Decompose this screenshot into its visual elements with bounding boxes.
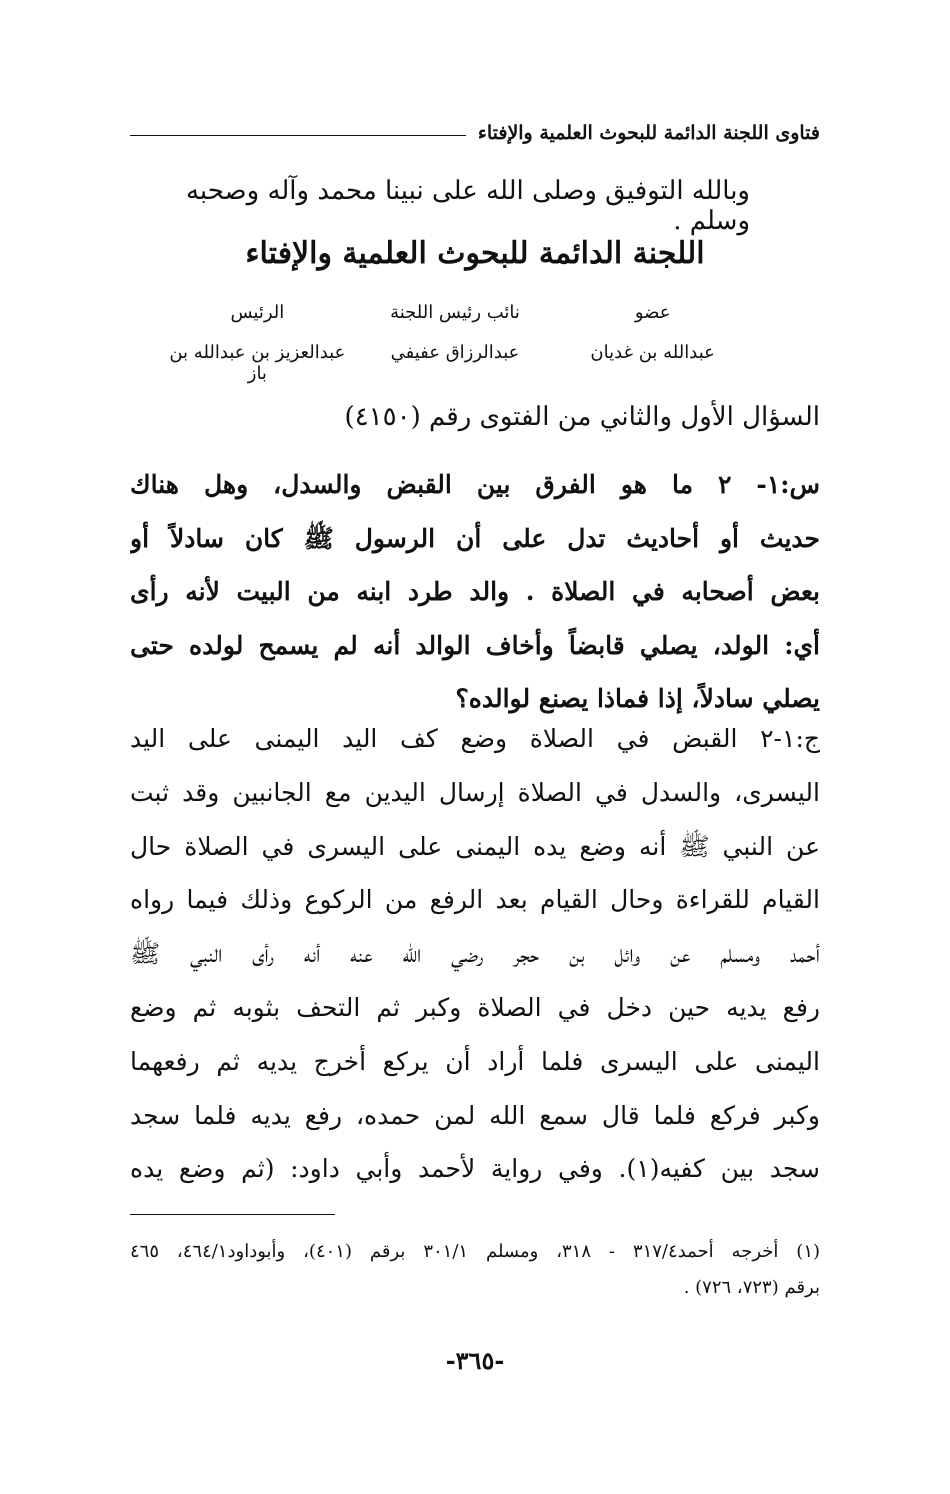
answer-line: القيام للقراءة وحال القيام بعد الرفع من الركوع وذلك فيما رواه (130, 885, 820, 915)
fatwa-question-reference: السؤال الأول والثاني من الفتوى رقم (٤١٥٠) (344, 402, 820, 432)
member-name: عبدالله بن غديان (590, 342, 715, 363)
answer-line: ج:١-٢ القبض في الصلاة وضع كف اليد اليمنى على اليد (130, 724, 820, 753)
vice-chair-name: عبدالرزاق عفيفي (390, 342, 520, 363)
answer-line: اليسرى، والسدل في الصلاة إرسال اليدين مع الجانبين وقد ثبت (130, 777, 820, 807)
header-rule (130, 135, 466, 136)
footnote-line: (١) أخرجه أحمد٣١٧/٤ - ٣١٨، ومسلم ٣٠١/١ برقم (٤٠١)، وأبوداود٤٦٤/١، ٤٦٥ (130, 1241, 821, 1262)
question-line: س:١- ٢ ما هو الفرق بين القبض والسدل، وهل هناك (130, 470, 820, 499)
footnote-line: برقم (٧٢٣، ٧٢٦) . (683, 1277, 820, 1298)
answer-line: سجد بين كفيه(١). وفي رواية لأحمد وأبي داود: (ثم وضع يده (130, 1154, 820, 1184)
page-number: -٣٦٥- (445, 1346, 505, 1375)
answer-line: وكبر فركع فلما قال سمع الله لمن حمده، رفع يديه فلما سجد (130, 1100, 820, 1130)
footnote (130, 1234, 820, 1306)
member-role: عضو (634, 302, 671, 323)
answer-line: اليمنى على اليسرى فلما أراد أن يركع أخرج يديه ثم رفعهما (130, 1046, 820, 1076)
question-line: بعض أصحابه في الصلاة . والد طرد ابنه من البيت لأنه رأى (130, 577, 820, 606)
closing-line: وبالله التوفيق وصلى الله على نبينا محمد وآله وصحبه وسلم . (185, 176, 750, 236)
vice-chair-role: نائب رئيس اللجنة (390, 302, 520, 323)
signatory-names (160, 342, 750, 384)
chair-role: الرئيس (230, 302, 285, 323)
question-line: حديث أو أحاديث تدل على أن الرسول ﷺ كان سادلاً أو (130, 523, 820, 553)
committee-title: اللجنة الدائمة للبحوث العلمية والإفتاء (245, 236, 705, 271)
question-line: أي: الولد، يصلي قابضاً وأخاف الوالد أنه لم يسمح لولده حتى (130, 630, 820, 660)
question-text (130, 458, 820, 726)
answer-line: رفع يديه حين دخل في الصلاة وكبر ثم التحف بثوبه ثم وضع (130, 992, 820, 1022)
running-header-title: فتاوى اللجنة الدائمة للبحوث العلمية والإفتاء (477, 122, 820, 144)
chair-name: عبدالعزيز بن عبدالله بن باز (169, 342, 346, 384)
question-line: يصلي سادلاً، إذا فماذا يصنع لوالده؟ (455, 684, 820, 713)
running-header (130, 122, 820, 144)
answer-text (130, 712, 820, 1196)
signatory-roles (160, 302, 750, 323)
footnote-rule (130, 1214, 335, 1215)
answer-line: أحمد ومسلم عن وائل بن حجر رضي الله عنه أنه رأى النبي ﷺ (130, 939, 820, 969)
answer-line: عن النبي ﷺ أنه وضع يده اليمنى على اليسرى في الصلاة حال (130, 831, 820, 861)
